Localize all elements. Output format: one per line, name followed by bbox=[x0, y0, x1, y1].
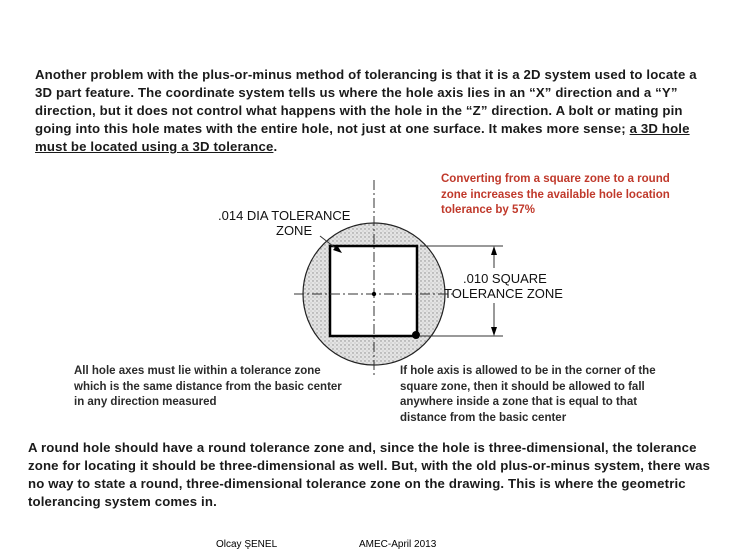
left-note: All hole axes must lie within a tolerance zone which is the same distance from the basic center in any direction measured bbox=[74, 365, 342, 408]
intro-underlined-text: a 3D hole must be located using a 3D tolerance bbox=[35, 121, 690, 154]
basic-center-point bbox=[372, 292, 376, 296]
square-dim-arrow-top bbox=[491, 246, 497, 255]
dia-label-line1: .014 DIA TOLERANCE bbox=[218, 208, 351, 223]
square-dim-arrow-bottom bbox=[491, 327, 497, 336]
intro-end: . bbox=[273, 139, 278, 154]
footer-author: Olcay ŞENEL bbox=[216, 539, 278, 550]
outro-paragraph: A round hole should have a round tolerance zone and, since the hole is three-dimensional, the tolerance zone for locating it should be three-dimensional as well. But, with the old plus-or-minus system, there was no way to state a round, three-dimensional tolerance zone on the drawing. This is where the geometric tolerancing system comes in. bbox=[28, 440, 711, 509]
intro-text: Another problem with the plus-or-minus method of tolerancing is that it is a 2D system used to locate a 3D part feature. The coordinate system tells us where the hole axis lies in an “X” direction and a “Y” direction, but it does not control what happens with the hole in the “Z” direction. A bolt or mating pin going into this hole mates with the entire hole, not just at one surface. It makes more sense; bbox=[35, 67, 697, 136]
footer-event: AMEC-April 2013 bbox=[359, 539, 437, 550]
corner-axis-point bbox=[412, 331, 420, 339]
square-label-line2: TOLERANCE ZONE bbox=[444, 286, 563, 301]
right-note: If hole axis is allowed to be in the corner of the square zone, then it should be allowed to fall anywhere inside a zone that is equal to that distance from the basic center bbox=[400, 365, 656, 424]
dia-label-line2: ZONE bbox=[276, 223, 313, 238]
square-label-line1: .010 SQUARE bbox=[463, 271, 547, 286]
conversion-note: Converting from a square zone to a round zone increases the available hole location tolerance by 57% bbox=[441, 173, 670, 216]
